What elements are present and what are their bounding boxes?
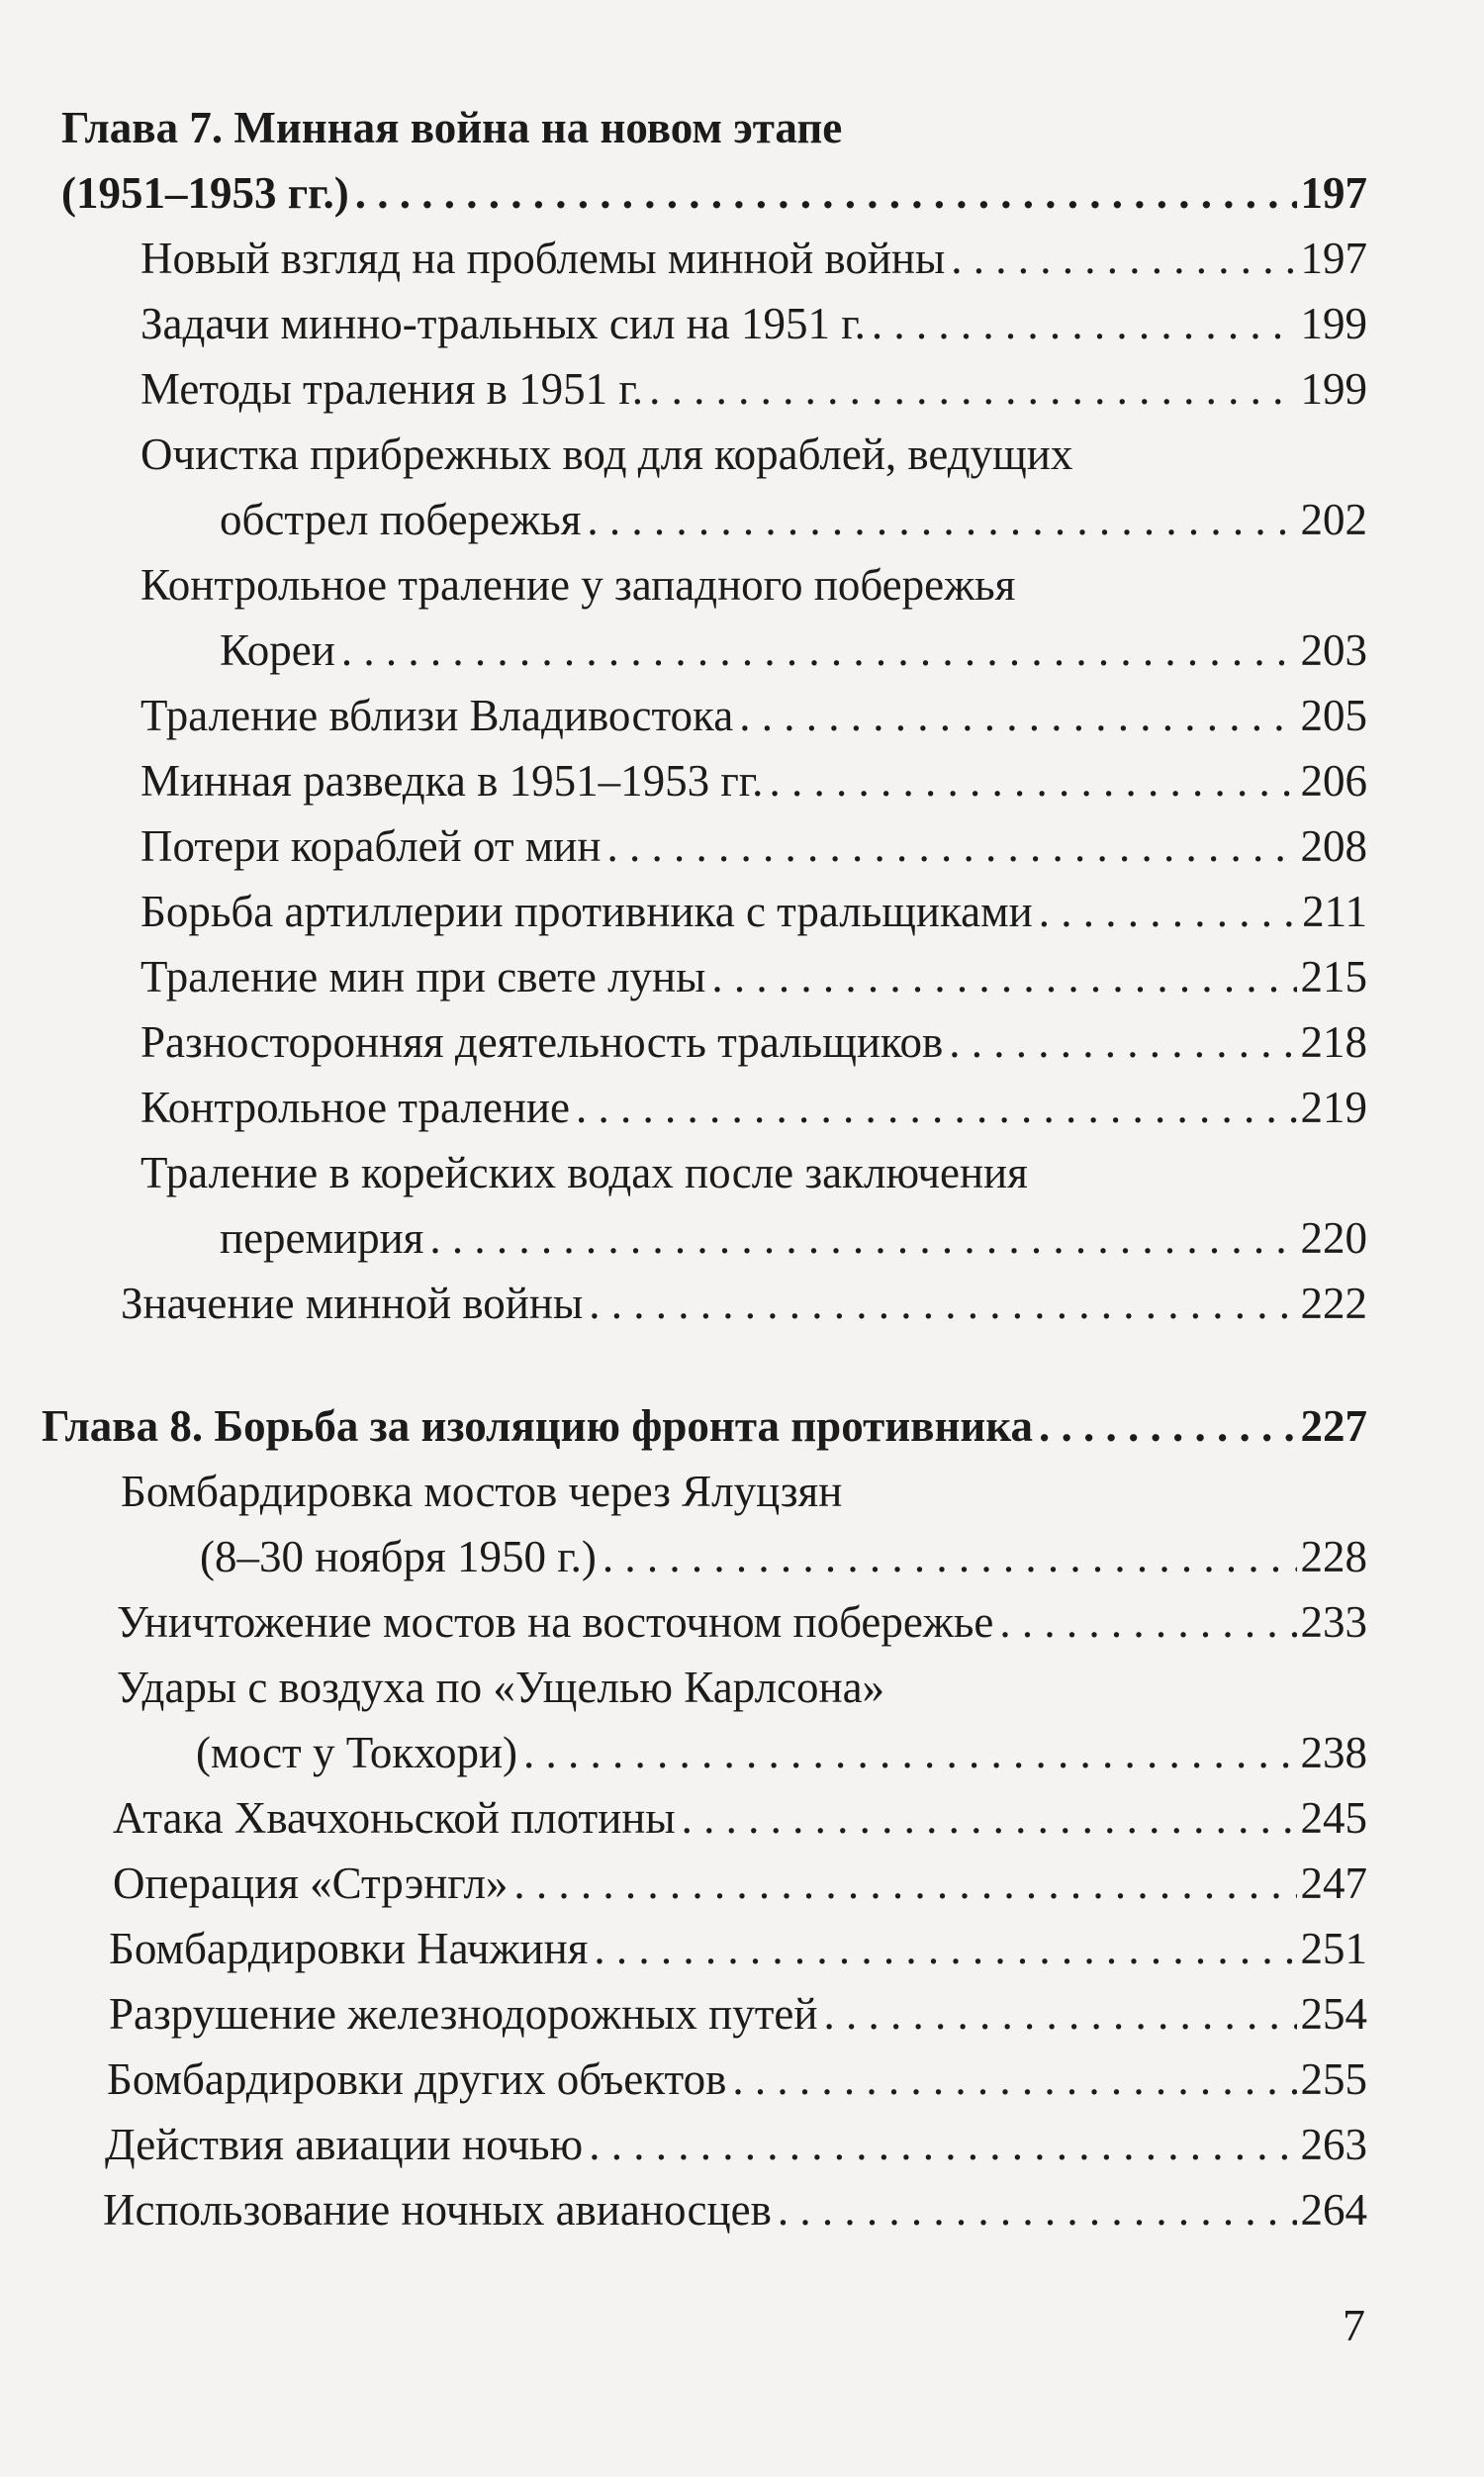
entry-text: Использование ночных авианосцев — [103, 2185, 772, 2235]
leader-dots — [769, 748, 1296, 813]
entry-page-number: 233 — [1300, 1597, 1367, 1647]
leader-dots — [823, 1981, 1296, 2047]
leader-dots — [606, 813, 1296, 879]
entry-text: Кореи — [220, 625, 335, 675]
entry-text: перемирия — [220, 1213, 424, 1263]
entry-text: (8–30 ноября 1950 г.) — [200, 1532, 597, 1581]
entry-text: Атака Хвачхоньской плотины — [113, 1793, 676, 1843]
leader-dots — [355, 160, 1297, 226]
toc-entry — [109, 1916, 1367, 1981]
leader-dots — [682, 1785, 1297, 1851]
entry-text: Очистка прибрежных вод для кораблей, ведущих — [140, 429, 1073, 479]
entry-text: Борьба артиллерии противника с тральщиками — [140, 887, 1033, 936]
toc-entry — [140, 683, 1367, 748]
entry-text: Новый взгляд на проблемы минной войны — [140, 234, 946, 283]
entry-text: Бомбардировки Начжиня — [109, 1924, 589, 1973]
toc-entry-line1 — [140, 422, 1367, 487]
toc-entry — [140, 226, 1367, 291]
chapter-7-title-line1 — [61, 95, 1367, 160]
toc-entry — [140, 356, 1367, 422]
toc-entry-line1 — [140, 1140, 1367, 1205]
toc-entry-line1 — [121, 1459, 1367, 1524]
entry-text: Разносторонняя деятельность тральщиков — [140, 1017, 944, 1067]
leader-dots — [589, 1271, 1296, 1336]
entry-text: Разрушение железнодорожных путей — [109, 1989, 818, 2039]
entry-page-number: 197 — [1300, 234, 1367, 283]
entry-page-number: 202 — [1300, 495, 1367, 544]
toc-entry — [140, 944, 1367, 1009]
entry-text: Задачи минно-тральных сил на 1951 г. — [140, 299, 866, 348]
leader-dots — [341, 618, 1297, 683]
toc-entry — [140, 879, 1367, 944]
toc-entry — [121, 1271, 1367, 1336]
chapter-title-text: Глава 7. Минная война на новом этапе — [61, 103, 843, 152]
page-number: 7 — [1343, 2300, 1365, 2350]
entry-text: Значение минной войны — [121, 1279, 584, 1328]
entry-page-number: 222 — [1300, 1279, 1367, 1328]
leader-dots — [732, 2047, 1296, 2112]
toc-entry — [117, 1589, 1367, 1655]
toc-entry-line2 — [196, 1720, 1367, 1785]
entry-page-number: 215 — [1300, 952, 1367, 1001]
toc-entry — [105, 2112, 1367, 2177]
leader-dots — [778, 2177, 1297, 2242]
leader-dots — [587, 487, 1296, 552]
entry-page-number: 211 — [1302, 887, 1367, 936]
toc-entry-line2 — [200, 1524, 1367, 1589]
leader-dots — [951, 226, 1296, 291]
entry-page-number: 238 — [1300, 1728, 1367, 1777]
entry-text: Методы траления в 1951 г. — [140, 364, 644, 414]
entry-text: Операция «Стрэнгл» — [113, 1858, 509, 1908]
toc-entry-line1 — [117, 1655, 1367, 1720]
toc-entry-line2 — [220, 1205, 1367, 1271]
chapter-page-number: 197 — [1300, 168, 1367, 218]
toc-entry — [140, 1075, 1367, 1140]
entry-page-number: 245 — [1300, 1793, 1367, 1843]
leader-dots — [576, 1075, 1297, 1140]
entry-text: Бомбардировка мостов через Ялуцзян — [121, 1467, 843, 1516]
leader-dots — [999, 1589, 1296, 1655]
entry-page-number: 264 — [1300, 2185, 1367, 2235]
entry-text: Минная разведка в 1951–1953 гг. — [140, 756, 764, 806]
entry-text: обстрел побережья — [220, 495, 582, 544]
leader-dots — [1039, 879, 1298, 944]
leader-dots — [649, 356, 1296, 422]
entry-text: Контрольное траление у западного побережья — [140, 560, 1016, 610]
entry-page-number: 263 — [1300, 2120, 1367, 2169]
toc-entry-line2 — [220, 618, 1367, 683]
leader-dots — [739, 683, 1296, 748]
chapter-title-text: (1951–1953 гг.) — [61, 168, 349, 218]
toc-entry — [103, 2177, 1367, 2242]
toc-entry — [107, 2047, 1367, 2112]
leader-dots — [589, 2112, 1296, 2177]
entry-page-number: 219 — [1300, 1083, 1367, 1132]
entry-text: Бомбардировки других объектов — [107, 2054, 727, 2104]
entry-text: Траление в корейских водах после заключения — [140, 1148, 1028, 1197]
entry-page-number: 208 — [1300, 821, 1367, 871]
chapter-page-number: 227 — [1300, 1401, 1367, 1451]
leader-dots — [711, 944, 1296, 1009]
entry-page-number: 205 — [1300, 691, 1367, 740]
toc-entry — [113, 1851, 1367, 1916]
entry-page-number: 206 — [1300, 756, 1367, 806]
leader-dots — [872, 291, 1297, 356]
toc-entry — [140, 1009, 1367, 1075]
chapter-7-title-line2 — [61, 160, 1367, 226]
entry-page-number: 255 — [1300, 2054, 1367, 2104]
toc-entry — [140, 813, 1367, 879]
entry-page-number: 199 — [1300, 299, 1367, 348]
toc-entry — [140, 748, 1367, 813]
entry-text: Действия авиации ночью — [105, 2120, 584, 2169]
entry-text: Потери кораблей от мин — [140, 821, 602, 871]
entry-page-number: 247 — [1300, 1858, 1367, 1908]
entry-text: Удары с воздуха по «Ущелью Карлсона» — [117, 1663, 885, 1712]
leader-dots — [1039, 1393, 1296, 1459]
entry-page-number: 228 — [1300, 1532, 1367, 1581]
toc-entry — [109, 1981, 1367, 2047]
entry-page-number: 218 — [1300, 1017, 1367, 1067]
toc-entry — [140, 291, 1367, 356]
leader-dots — [523, 1720, 1296, 1785]
toc-entry — [113, 1785, 1367, 1851]
entry-page-number: 203 — [1300, 625, 1367, 675]
leader-dots — [429, 1205, 1296, 1271]
leader-dots — [594, 1916, 1296, 1981]
entry-text: (мост у Токхори) — [196, 1728, 518, 1777]
leader-dots — [513, 1851, 1296, 1916]
entry-page-number: 220 — [1300, 1213, 1367, 1263]
toc-entry-line2 — [220, 487, 1367, 552]
entry-text: Траление вблизи Владивостока — [140, 691, 734, 740]
entry-text: Уничтожение мостов на восточном побережье — [117, 1597, 994, 1647]
leader-dots — [949, 1009, 1296, 1075]
toc-entry-line1 — [140, 552, 1367, 618]
entry-page-number: 251 — [1300, 1924, 1367, 1973]
chapter-8-title — [42, 1393, 1367, 1459]
chapter-title-text: Глава 8. Борьба за изоляцию фронта противника — [42, 1401, 1034, 1451]
entry-text: Контрольное траление — [140, 1083, 570, 1132]
entry-page-number: 199 — [1300, 364, 1367, 414]
entry-text: Траление мин при свете луны — [140, 952, 706, 1001]
entry-page-number: 254 — [1300, 1989, 1367, 2039]
leader-dots — [603, 1524, 1297, 1589]
